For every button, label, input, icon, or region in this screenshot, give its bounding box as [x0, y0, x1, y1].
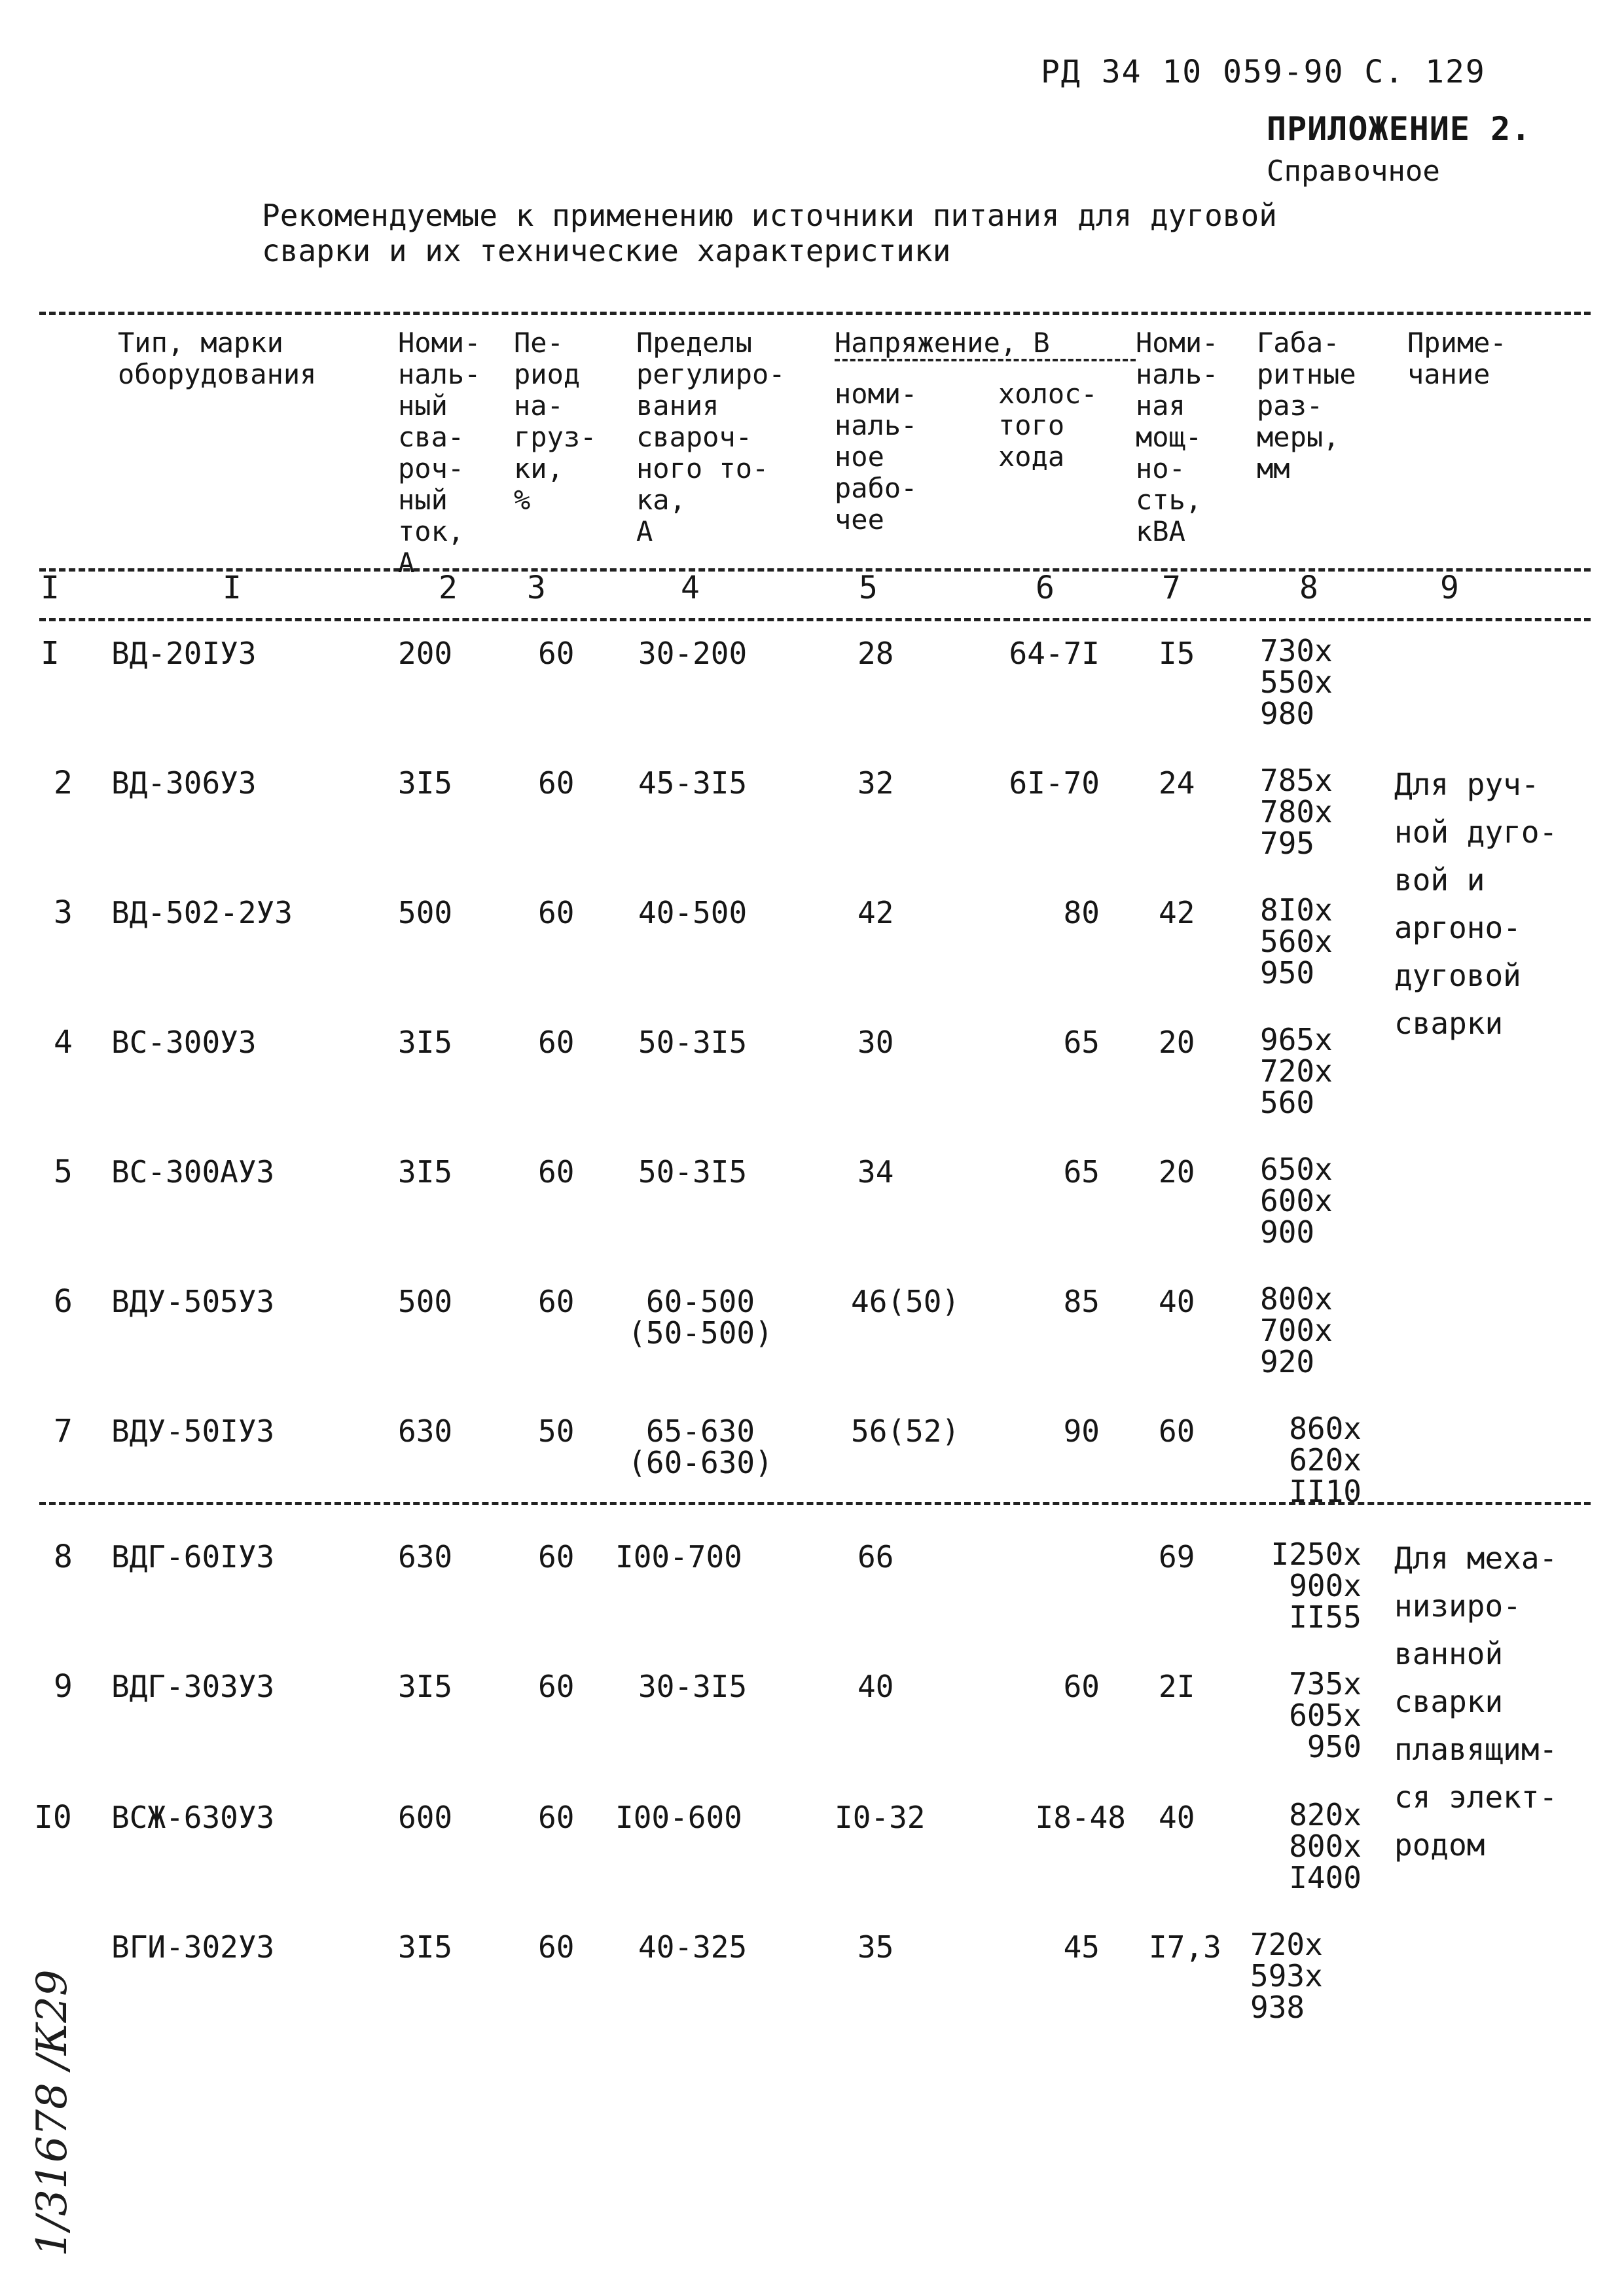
voltage-nominal: 34	[857, 1154, 894, 1190]
title-line-1: Рекомендуемые к применению источники питания для дуговой	[262, 198, 1277, 233]
nominal-power: 24	[1159, 765, 1195, 801]
voltage-idle: 60	[1063, 1669, 1100, 1704]
model: ВДУ-50IУЗ	[111, 1413, 275, 1449]
nominal-power: I5	[1159, 636, 1195, 671]
appendix-label: ПРИЛОЖЕНИЕ 2.	[1267, 110, 1532, 148]
column-number: 4	[681, 570, 700, 606]
dimensions: 800х 700х 920	[1260, 1281, 1333, 1379]
header-current-range: Пределы регулиро- вания свароч- ного то- ка, А	[636, 327, 785, 547]
document-code: РД 34 10 059-90 С. 129	[1041, 54, 1486, 90]
note-manual-arc-welding: Для руч- ной дуго- вой и аргоно- дуговой сварки	[1394, 767, 1558, 1041]
header-dimensions: Габа- ритные раз- меры, мм	[1257, 327, 1356, 484]
nominal-current: 630	[398, 1413, 453, 1449]
voltage-idle: 65	[1063, 1154, 1100, 1190]
header-voltage: Напряжение, В	[835, 327, 1050, 359]
header-bottom-rule	[39, 568, 1591, 572]
duty-cycle: 60	[538, 765, 575, 801]
voltage-idle: 65	[1063, 1025, 1100, 1060]
voltage-nominal: 42	[857, 895, 894, 930]
column-number: I	[41, 570, 60, 606]
voltage-nominal: 40	[857, 1669, 894, 1704]
dimensions: I250х 900х II55	[1271, 1537, 1362, 1635]
dimensions: 735х 605х 950	[1289, 1666, 1362, 1764]
colnum-bottom-rule	[39, 618, 1591, 621]
column-number: 6	[1036, 570, 1055, 606]
duty-cycle: 60	[538, 1154, 575, 1190]
appendix-type: Справочное	[1267, 155, 1440, 188]
model: ВД-502-2УЗ	[111, 895, 293, 930]
header-current: Номи- наль- ный сва- роч- ный ток, А	[398, 327, 481, 579]
current-range: 45-3I5	[638, 765, 748, 801]
nominal-power: 2I	[1159, 1669, 1195, 1704]
row-number: 3	[54, 894, 73, 931]
dimensions: 730х 550х 980	[1260, 633, 1333, 731]
nominal-current: 500	[398, 895, 453, 930]
column-number: 5	[859, 570, 878, 606]
nominal-current: 630	[398, 1539, 453, 1575]
header-type: Тип, марки оборудования	[118, 327, 317, 390]
row-number: 7	[54, 1413, 73, 1449]
voltage-nominal: I0-32	[835, 1800, 926, 1835]
voltage-idle: 90	[1063, 1413, 1100, 1449]
dimensions: 860х 620х II10	[1289, 1411, 1362, 1509]
voltage-nominal: 46(50)	[851, 1284, 960, 1319]
nominal-power: 20	[1159, 1154, 1195, 1190]
row-number: I0	[34, 1799, 72, 1836]
row-number: 8	[54, 1539, 73, 1575]
voltage-nominal: 30	[857, 1025, 894, 1060]
voltage-idle: 6I-70	[1009, 765, 1100, 801]
column-number: 8	[1299, 570, 1318, 606]
voltage-nominal: 32	[857, 765, 894, 801]
nominal-power: I7,3	[1149, 1929, 1221, 1965]
header-voltage-idle: холос- того хода	[998, 378, 1098, 473]
model: ВС-300АУЗ	[111, 1154, 275, 1190]
voltage-idle: 85	[1063, 1284, 1100, 1319]
nominal-power: 20	[1159, 1025, 1195, 1060]
column-number: 2	[439, 570, 458, 606]
voltage-idle: 64-7I	[1009, 636, 1100, 671]
row-number: 4	[54, 1024, 73, 1061]
table-top-rule	[39, 312, 1591, 315]
dimensions: 8I0х 560х 950	[1260, 892, 1333, 991]
header-voltage-nominal: номи- наль- ное рабо- чее	[835, 378, 918, 536]
nominal-current: 3I5	[398, 1025, 453, 1060]
current-range: 50-3I5	[638, 1025, 748, 1060]
voltage-idle: 80	[1063, 895, 1100, 930]
nominal-current: 3I5	[398, 1669, 453, 1704]
column-number: 9	[1440, 570, 1459, 606]
model: ВГИ-302УЗ	[111, 1929, 275, 1965]
current-range: 60-500 (50-500)	[628, 1284, 773, 1351]
nominal-current: 3I5	[398, 1154, 453, 1190]
column-number: 3	[527, 570, 546, 606]
current-range: 40-500	[638, 895, 748, 930]
nominal-power: 40	[1159, 1284, 1195, 1319]
current-range: I00-700	[615, 1539, 742, 1575]
dimensions: 785х 780х 795	[1260, 763, 1333, 861]
duty-cycle: 60	[538, 1025, 575, 1060]
dimensions: 650х 600х 900	[1260, 1152, 1333, 1250]
voltage-nominal: 66	[857, 1539, 894, 1575]
dimensions: 720х 593х 938	[1250, 1927, 1323, 2025]
dimensions: 820х 800х I400	[1289, 1797, 1362, 1895]
duty-cycle: 60	[538, 1929, 575, 1965]
margin-handwritten-stamp: 1/31678 /К29	[28, 1969, 77, 2257]
nominal-current: 3I5	[398, 765, 453, 801]
row-number: 9	[54, 1668, 73, 1705]
header-power: Номи- наль- ная мощ- но- сть, кВА	[1136, 327, 1219, 547]
row-number: 5	[54, 1154, 73, 1190]
duty-cycle: 60	[538, 895, 575, 930]
current-range: 40-325	[638, 1929, 748, 1965]
current-range: 65-630 (60-630)	[628, 1413, 773, 1480]
voltage-header-rule	[835, 359, 1136, 361]
current-range: 50-3I5	[638, 1154, 748, 1190]
model: ВДГ-303УЗ	[111, 1669, 275, 1704]
model: ВД-306УЗ	[111, 765, 257, 801]
nominal-current: 500	[398, 1284, 453, 1319]
header-note: Приме- чание	[1407, 327, 1507, 390]
voltage-nominal: 35	[857, 1929, 894, 1965]
nominal-power: 60	[1159, 1413, 1195, 1449]
nominal-power: 69	[1159, 1539, 1195, 1575]
current-range: 30-3I5	[638, 1669, 748, 1704]
note-mechanized-welding: Для меха- низиро- ванной сварки плавящим- ся элект- родом	[1394, 1540, 1558, 1863]
voltage-idle: 45	[1063, 1929, 1100, 1965]
current-range: 30-200	[638, 636, 748, 671]
row-number: I	[41, 635, 60, 672]
voltage-nominal: 56(52)	[851, 1413, 960, 1449]
duty-cycle: 60	[538, 636, 575, 671]
duty-cycle: 60	[538, 1669, 575, 1704]
column-number: I	[223, 570, 242, 606]
dimensions: 965х 720х 560	[1260, 1022, 1333, 1120]
header-duty-cycle: Пе- риод на- груз- ки, %	[514, 327, 597, 516]
model: ВС-300УЗ	[111, 1025, 257, 1060]
current-range: I00-600	[615, 1800, 742, 1835]
model: ВДУ-505УЗ	[111, 1284, 275, 1319]
voltage-nominal: 28	[857, 636, 894, 671]
row-number: 6	[54, 1283, 73, 1320]
nominal-current: 3I5	[398, 1929, 453, 1965]
voltage-idle: I8-48	[1035, 1800, 1126, 1835]
nominal-current: 200	[398, 636, 453, 671]
duty-cycle: 60	[538, 1284, 575, 1319]
nominal-current: 600	[398, 1800, 453, 1835]
model: ВДГ-60IУЗ	[111, 1539, 275, 1575]
duty-cycle: 50	[538, 1413, 575, 1449]
model: ВД-20IУЗ	[111, 636, 257, 671]
duty-cycle: 60	[538, 1800, 575, 1835]
model: ВСЖ-630УЗ	[111, 1800, 275, 1835]
nominal-power: 42	[1159, 895, 1195, 930]
title-line-2: сварки и их технические характеристики	[262, 233, 951, 268]
row-number: 2	[54, 765, 73, 801]
duty-cycle: 60	[538, 1539, 575, 1575]
nominal-power: 40	[1159, 1800, 1195, 1835]
column-number: 7	[1162, 570, 1181, 606]
